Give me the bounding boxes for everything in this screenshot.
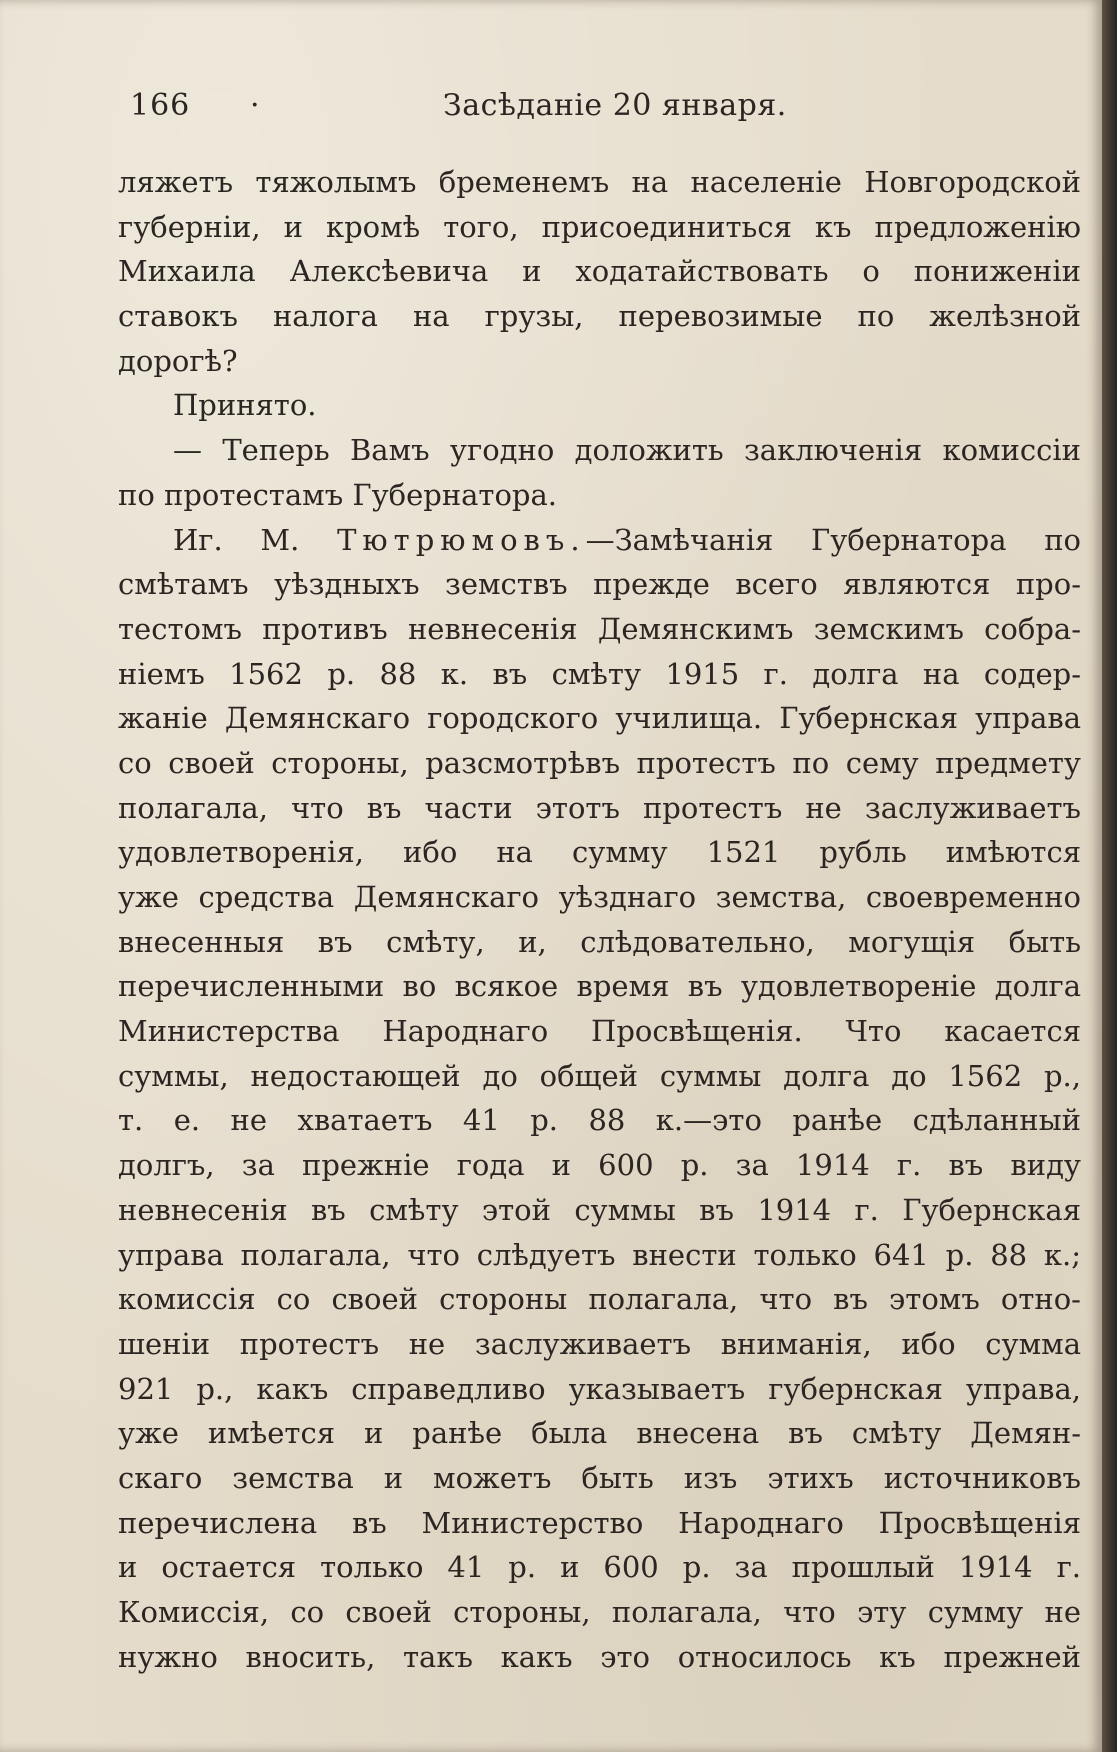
header-separator-dot: · [250, 88, 260, 123]
text-line: ніемъ 1562 р. 88 к. въ смѣту 1915 г. долга на содер- [118, 656, 1081, 691]
text-line: полагала, что въ части этотъ протестъ не заслуживаетъ [118, 790, 1081, 825]
text-line: 921 р., какъ справедливо указываетъ губернская управа, [118, 1371, 1081, 1406]
text-line: долгъ, за прежніе года и 600 р. за 1914 г. въ виду [118, 1148, 1081, 1183]
text-line: по протестамъ Губернатора. [118, 477, 558, 512]
text-line: перечисленными во всякое время въ удовлетвореніе долга [118, 969, 1081, 1004]
page-header [130, 88, 1080, 138]
speaker-initials: Иг. М. [173, 522, 300, 557]
text-line: дорогѣ? [118, 343, 238, 378]
text-line: Министерства Народнаго Просвѣщенія. Что касается [118, 1014, 1081, 1049]
text-line: — Теперь Вамъ угодно доложить заключенія комиссіи [173, 433, 1081, 468]
text-line: уже имѣется и ранѣе была внесена въ смѣту Демян- [118, 1416, 1081, 1451]
running-title: Засѣданіе 20 января. [443, 88, 787, 123]
text-line: невнесенія въ смѣту этой суммы въ 1914 г. Губернская [118, 1192, 1081, 1227]
text-line: суммы, недостающей до общей суммы долга до 1562 р., [118, 1058, 1081, 1093]
text-line: ляжетъ тяжолымъ бременемъ на населеніе Новгородской [118, 165, 1081, 199]
text-line: со своей стороны, разсмотрѣвъ протестъ по сему предмету [118, 745, 1081, 780]
text-line: Михаила Алексѣевича и ходатайствовать о пониженіи [118, 254, 1081, 289]
text-line: ставокъ налога на грузы, перевозимые по желѣзной [118, 299, 1081, 334]
text-line: нужно вносить, такъ какъ это относилось къ прежней [118, 1639, 1081, 1674]
text-line: скаго земства и можетъ быть изъ этихъ источниковъ [118, 1460, 1081, 1495]
text-line: смѣтамъ уѣздныхъ земствъ прежде всего являются про- [118, 567, 1081, 602]
text-line: тестомъ противъ невнесенія Демянскимъ земскимъ собра- [118, 611, 1081, 646]
text-line: т. е. не хватаетъ 41 р. 88 к.—это ранѣе сдѣланный [118, 1103, 1081, 1138]
text-line: удовлетворенія, ибо на сумму 1521 рубль имѣются [118, 835, 1081, 870]
text-line: жаніе Демянскаго городского училища. Губернская управа [118, 701, 1081, 736]
text-line: губерніи, и кромѣ того, присоединиться къ предложенію [118, 209, 1081, 244]
text-line: и остается только 41 р. и 600 р. за прошлый 1914 г. [118, 1550, 1081, 1585]
speaker-line-rest: —Замѣчанія Губернатора по [585, 522, 1081, 557]
text-line: Принято. [173, 388, 317, 423]
page-number: 166 [130, 88, 191, 123]
text-line: управа полагала, что слѣдуетъ внести только 641 р. 88 к.; [118, 1237, 1081, 1272]
page-body [118, 160, 1081, 1679]
page-edge [1102, 0, 1117, 1752]
text-line: уже средства Демянскаго уѣзднаго земства, своевременно [118, 880, 1081, 914]
text-line: Комиссія, со своей стороны, полагала, что эту сумму не [118, 1595, 1081, 1629]
speaker-line [118, 518, 1081, 563]
speaker-name: Тютрюмовъ. [337, 522, 586, 557]
text-line: внесенныя въ смѣту, и, слѣдовательно, могущія быть [118, 924, 1081, 959]
text-line: комиссія со своей стороны полагала, что въ этомъ отно- [118, 1282, 1081, 1317]
text-line: перечислена въ Министерство Народнаго Просвѣщенія [118, 1505, 1081, 1540]
text-line: шеніи протестъ не заслуживаетъ вниманія, ибо сумма [118, 1326, 1081, 1361]
